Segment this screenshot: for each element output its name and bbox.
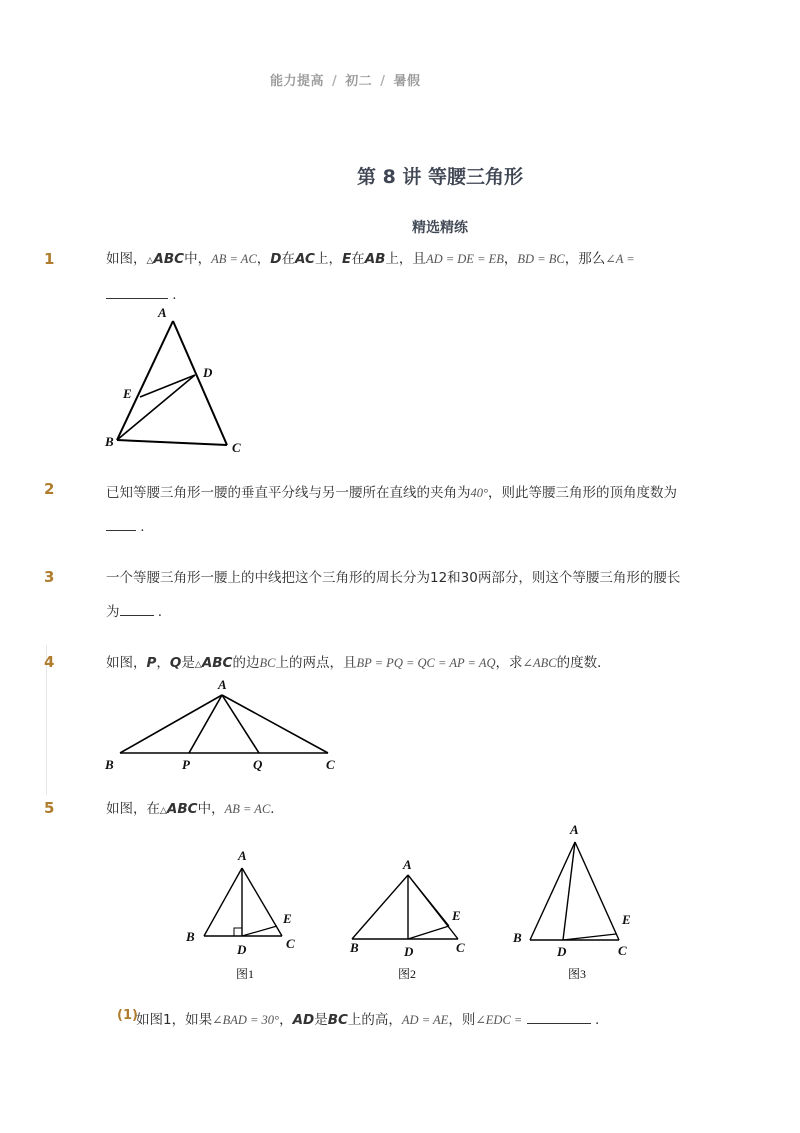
- text: ，: [156, 655, 170, 671]
- section-subtitle: 精选精练: [412, 220, 468, 236]
- text: ，求: [495, 655, 523, 671]
- label-d: D: [237, 942, 247, 957]
- question-number: 5: [44, 799, 55, 817]
- edge-ab: [117, 321, 173, 440]
- right-angle-mark: [234, 928, 242, 936]
- math-expr: ∠ABC: [522, 656, 557, 670]
- subquestion-number: (1): [117, 1008, 138, 1023]
- breadcrumb: [270, 70, 421, 89]
- text: 上，且: [385, 251, 426, 267]
- edge-ab: [120, 695, 222, 753]
- label-b: B: [105, 757, 114, 772]
- math-expr: BD = BC: [517, 252, 565, 266]
- breadcrumb-separator: /: [332, 74, 338, 89]
- math-expr: AB = AC: [224, 802, 271, 816]
- question-4-figure: [100, 676, 350, 776]
- edge-de: [408, 926, 449, 939]
- text: 是: [181, 655, 195, 671]
- question-number: 3: [44, 568, 55, 586]
- text: 上的高，: [347, 1012, 402, 1028]
- edge-ac: [222, 695, 328, 753]
- text: 是: [314, 1012, 328, 1028]
- label-c: C: [456, 940, 465, 955]
- figure-caption: 图1: [236, 967, 255, 981]
- text: 在: [281, 251, 295, 267]
- label-a: A: [570, 822, 579, 837]
- math-var: ABC: [166, 801, 198, 817]
- figure-2: [349, 857, 465, 981]
- question-1-figure: [100, 300, 260, 460]
- math-var: P: [146, 655, 157, 671]
- text: ，: [503, 251, 518, 267]
- math-expr: BC: [259, 656, 276, 670]
- text: 为: [106, 604, 120, 620]
- edge-ac: [575, 842, 619, 940]
- text: .: [172, 287, 177, 303]
- text: 如图，: [106, 655, 147, 671]
- text: 上，: [314, 251, 342, 267]
- question-5-figures: [170, 820, 650, 990]
- label-b: B: [350, 940, 359, 955]
- math-expr: 40°: [470, 486, 488, 500]
- label-a: A: [403, 857, 412, 872]
- label-a: A: [218, 677, 227, 692]
- label-a: A: [158, 305, 167, 320]
- page-title: 第 8 讲 等腰三角形: [356, 166, 524, 188]
- label-d: D: [557, 944, 567, 959]
- label-e: E: [452, 908, 461, 923]
- label-e: E: [283, 911, 292, 926]
- label-b: B: [186, 929, 195, 944]
- figure-caption: 图2: [398, 967, 417, 981]
- text: ，: [256, 251, 271, 267]
- math-expr: AD = AE: [401, 1013, 449, 1027]
- edge-ab: [204, 868, 242, 936]
- figure-caption: 图3: [568, 967, 587, 981]
- math-expr: ∠EDC =: [475, 1013, 523, 1027]
- question-number: 4: [44, 653, 55, 671]
- breadcrumb-item: 能力提高: [270, 74, 325, 89]
- label-d: D: [404, 944, 414, 959]
- math-var: AB: [364, 251, 386, 267]
- text: 的度数．: [556, 655, 611, 671]
- math-expr: ∠A =: [605, 252, 635, 266]
- figure-3: [512, 822, 631, 981]
- triangle-symbol: △: [160, 806, 167, 816]
- text: .: [140, 519, 145, 535]
- math-expr: AD = DE = EB: [425, 252, 504, 266]
- edge-ae: [408, 875, 449, 926]
- math-var: BC: [327, 1012, 348, 1028]
- label-e: E: [622, 912, 631, 927]
- text: ，那么: [564, 251, 606, 267]
- text: 上的两点，且: [275, 655, 357, 671]
- text: 如图1，如果: [136, 1012, 213, 1028]
- question-3-text: [106, 561, 726, 629]
- label-e: E: [123, 386, 132, 401]
- text: 已知等腰三角形一腰的垂直平分线与另一腰所在直线的夹角为: [106, 485, 471, 501]
- math-var: Q: [169, 655, 182, 671]
- math-var: AC: [295, 251, 315, 267]
- answer-blank[interactable]: [120, 601, 154, 616]
- edge-bc: [117, 440, 227, 445]
- breadcrumb-item: 暑假: [393, 74, 421, 89]
- math-var: ABC: [201, 655, 233, 671]
- edge-de: [242, 926, 277, 936]
- text: 中，: [197, 801, 225, 817]
- math-var: D: [270, 251, 282, 267]
- triangle-symbol: △: [146, 256, 154, 266]
- question-5-sub1-text: [136, 1003, 756, 1037]
- question-number: 2: [44, 480, 55, 498]
- label-c: C: [286, 936, 295, 951]
- text: 如图，: [106, 251, 147, 267]
- label-c: C: [618, 943, 627, 958]
- label-c: C: [326, 757, 335, 772]
- edge-ab: [352, 875, 408, 939]
- triangle-symbol: △: [194, 660, 202, 670]
- label-d: D: [203, 365, 213, 380]
- edge-ab: [530, 842, 575, 940]
- question-2-text: [106, 476, 726, 544]
- text: .: [157, 604, 163, 620]
- text: 一个等腰三角形一腰上的中线把这个三角形的周长分为12和30两部分，则这个等腰三角形的腰长: [106, 570, 681, 586]
- text: ，: [279, 1012, 293, 1028]
- math-var: AD: [292, 1012, 315, 1028]
- answer-blank[interactable]: [106, 284, 168, 299]
- edge-bd: [117, 375, 195, 440]
- label-q: Q: [253, 757, 263, 772]
- edge-de: [563, 934, 616, 940]
- edge-ed: [140, 375, 195, 397]
- figure-1: [185, 848, 295, 981]
- text: ，则: [448, 1012, 476, 1028]
- label-c: C: [232, 440, 241, 455]
- edge-ac: [173, 321, 227, 445]
- label-p: P: [182, 757, 190, 772]
- breadcrumb-separator: /: [380, 74, 386, 89]
- question-number: 1: [44, 250, 55, 268]
- math-expr: AB = AC: [211, 252, 257, 266]
- text: ，则此等腰三角形的顶角度数为: [488, 485, 677, 501]
- answer-blank[interactable]: [106, 516, 136, 531]
- text: 中，: [184, 251, 212, 267]
- answer-blank[interactable]: [527, 1009, 591, 1024]
- math-expr: ∠BAD = 30°: [212, 1013, 280, 1027]
- text: ．: [270, 801, 284, 817]
- text: .: [594, 1012, 600, 1028]
- math-var: E: [341, 251, 352, 267]
- math-expr: BP = PQ = QC = AP = AQ: [356, 656, 496, 670]
- math-var: ABC: [153, 251, 185, 267]
- label-b: B: [513, 930, 522, 945]
- breadcrumb-item: 初二: [345, 74, 373, 89]
- label-b: B: [105, 434, 114, 449]
- text: 的边: [232, 655, 260, 671]
- text: 如图，在: [106, 801, 160, 817]
- edge-aq: [222, 695, 259, 753]
- text: 在: [351, 251, 365, 267]
- label-a: A: [238, 848, 247, 863]
